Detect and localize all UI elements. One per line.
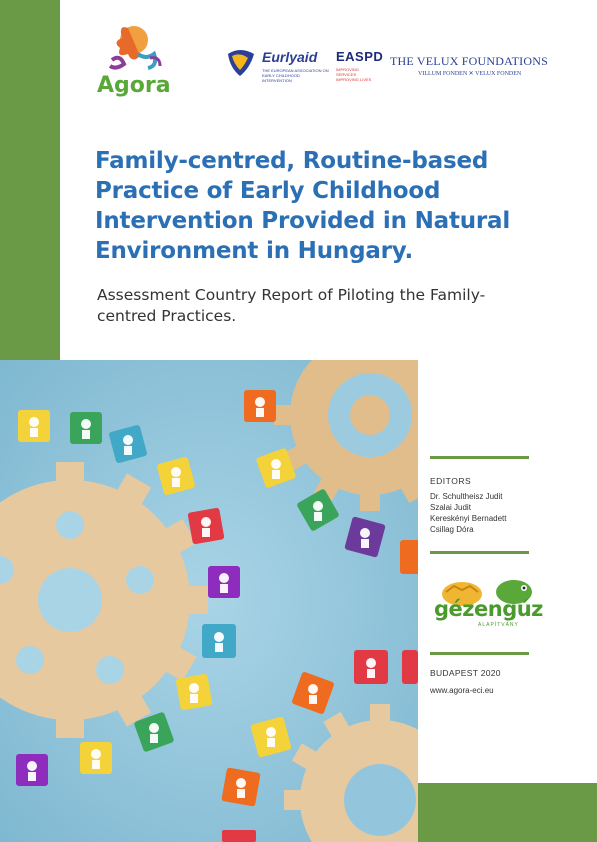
editor-name: Csillag Dóra <box>430 525 474 534</box>
bottom-green-bar <box>418 783 597 842</box>
editor-name: Kereskényi Bernadett <box>430 514 507 523</box>
divider-rule <box>430 456 529 459</box>
gezenguz-logo-text: gézengúz <box>434 597 543 621</box>
gezenguz-sub-text: ALAPÍTVÁNY <box>478 622 519 628</box>
velux-sub-text: VILLUM FONDEN ✕ VELUX FONDEN <box>418 71 522 77</box>
divider-rule <box>430 652 529 655</box>
easpd-tagline: IMPROVING SERVICES IMPROVING LIVES <box>336 67 372 82</box>
gears-and-blocks-image <box>0 360 418 842</box>
editor-name: Szalai Judit <box>430 503 471 512</box>
easpd-logo-text: EASPD <box>336 49 384 64</box>
cover-photo <box>0 360 418 842</box>
publication-place-year: BUDAPEST 2020 <box>430 668 501 678</box>
eurlyaid-tagline: THE EUROPEAN ASSOCIATION ON EARLY CHILDHOOD INTERVENTION <box>262 68 329 83</box>
velux-logo-text: THE VELUX FOUNDATIONS <box>390 54 548 68</box>
editors-heading: EDITORS <box>430 476 472 486</box>
report-title: Family-centred, Routine-based Practice of Early Childhood Intervention Provided in Natural Environment in Hungary. <box>95 148 511 264</box>
website-link[interactable]: www.agora-eci.eu <box>430 686 494 695</box>
divider-rule <box>430 551 529 554</box>
editors-list <box>430 491 507 535</box>
editor-name: Dr. Schultheisz Judit <box>430 492 503 501</box>
report-subtitle: Assessment Country Report of Piloting the Family-centred Practices. <box>97 286 486 325</box>
left-green-bar <box>0 0 60 360</box>
agora-logo-text: Agora <box>97 73 171 98</box>
eurlyaid-logo-text: Eurlyaid <box>262 49 318 65</box>
